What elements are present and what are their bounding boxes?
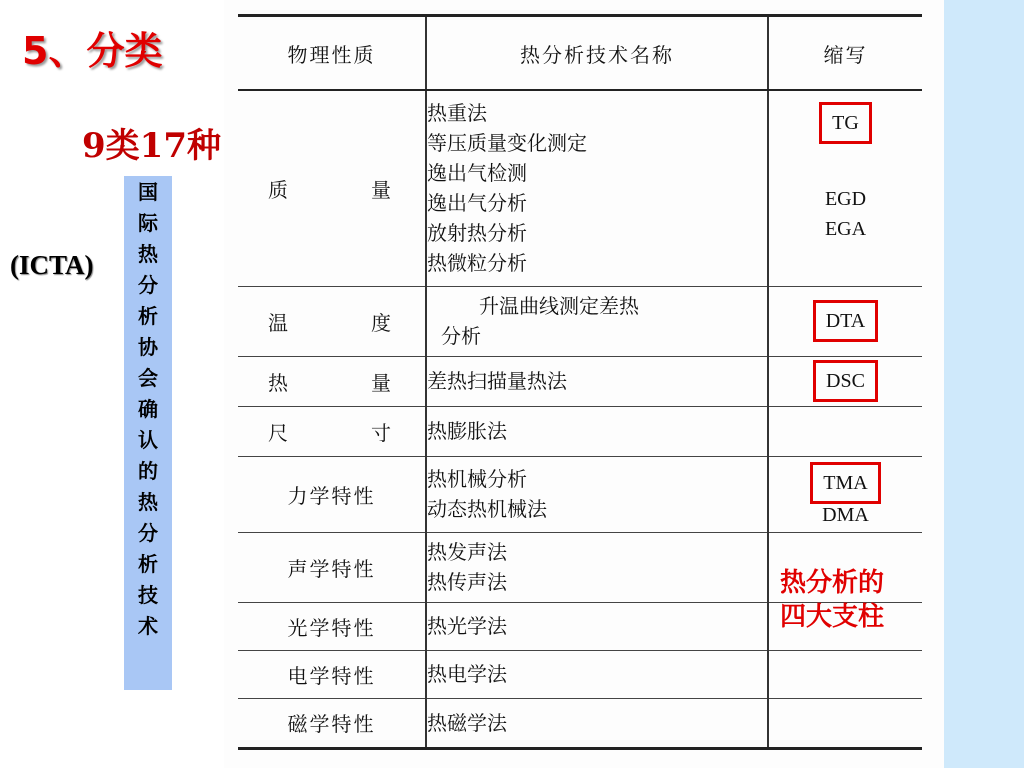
technique-cell bbox=[426, 532, 768, 602]
caption-char: 会 bbox=[138, 366, 158, 390]
property-cell bbox=[238, 90, 426, 286]
technique-cell bbox=[426, 356, 768, 406]
category-count: 9类17种 bbox=[82, 126, 221, 166]
abbr-cell bbox=[768, 406, 922, 456]
property-cell: 光学特性 bbox=[238, 602, 426, 650]
caption-char: 确 bbox=[138, 397, 158, 421]
caption-char: 析 bbox=[138, 552, 158, 576]
table-row bbox=[238, 456, 922, 532]
technique-cell bbox=[426, 602, 768, 650]
property-char: 寸 bbox=[371, 420, 391, 445]
abbr-dma: DMA bbox=[822, 504, 869, 526]
abbr-ega: EGA bbox=[824, 218, 867, 241]
abbr-cell bbox=[768, 90, 922, 286]
technique-cell bbox=[426, 90, 768, 286]
abbr-cell bbox=[768, 456, 922, 532]
slide-title: 5、分类 bbox=[22, 29, 163, 73]
technique-item: 热磁学法 bbox=[427, 710, 507, 735]
caption-char: 分 bbox=[138, 521, 158, 545]
property-cell: 电学特性 bbox=[238, 650, 426, 698]
technique-item: 放射热分析 bbox=[427, 221, 527, 246]
table-row bbox=[238, 286, 922, 356]
abbr-egd: EGD bbox=[824, 188, 867, 211]
caption-char: 认 bbox=[138, 428, 158, 452]
technique-item: 热电学法 bbox=[427, 662, 507, 686]
technique-item: 动态热机械法 bbox=[427, 497, 547, 521]
caption-char: 的 bbox=[138, 459, 158, 483]
caption-char: 热 bbox=[138, 242, 158, 266]
property-char: 度 bbox=[371, 310, 391, 335]
property-char: 量 bbox=[371, 370, 391, 395]
caption-char: 热 bbox=[138, 490, 158, 514]
technique-item: 升温曲线测定差热 bbox=[479, 294, 639, 318]
pillars-line: 四大支柱 bbox=[780, 602, 885, 632]
abbr-dta: DTA bbox=[813, 300, 879, 342]
abbr-tma: TMA bbox=[810, 462, 880, 504]
icta-vertical-caption bbox=[124, 176, 172, 690]
four-pillars-note bbox=[780, 566, 884, 634]
technique-item: 热传声法 bbox=[427, 570, 507, 594]
table-row bbox=[238, 406, 922, 456]
technique-cell bbox=[426, 698, 768, 748]
caption-char: 分 bbox=[138, 273, 158, 297]
table-row bbox=[238, 650, 922, 698]
property-cell: 磁学特性 bbox=[238, 698, 426, 748]
technique-item: 分析 bbox=[441, 324, 481, 348]
technique-item: 热膨胀法 bbox=[427, 419, 507, 443]
table-row bbox=[238, 698, 922, 748]
property-char: 量 bbox=[371, 177, 391, 202]
decorative-side-band bbox=[944, 0, 1024, 768]
table-row bbox=[238, 90, 922, 286]
technique-item: 差热扫描量热法 bbox=[427, 369, 567, 393]
abbr-tg: TG bbox=[819, 102, 872, 144]
caption-char: 国 bbox=[138, 180, 158, 204]
caption-char: 技 bbox=[138, 583, 158, 607]
technique-item: 热微粒分析 bbox=[427, 251, 527, 276]
caption-char: 析 bbox=[138, 304, 158, 328]
technique-cell bbox=[426, 286, 768, 356]
abbr-cell bbox=[768, 698, 922, 748]
property-char: 尺 bbox=[268, 420, 288, 445]
abbr-cell bbox=[768, 356, 922, 406]
header-abbr: 缩写 bbox=[768, 16, 922, 91]
technique-item: 等压质量变化测定 bbox=[427, 131, 587, 156]
property-char: 热 bbox=[268, 370, 288, 395]
caption-char: 协 bbox=[138, 335, 158, 359]
property-cell bbox=[238, 286, 426, 356]
technique-item: 热重法 bbox=[427, 101, 487, 126]
table-row bbox=[238, 356, 922, 406]
technique-item: 热机械分析 bbox=[427, 467, 527, 491]
table-header-row bbox=[238, 16, 922, 91]
property-cell bbox=[238, 356, 426, 406]
technique-item: 逸出气分析 bbox=[427, 191, 527, 216]
icta-label: (ICTA) bbox=[10, 250, 94, 280]
abbr-cell bbox=[768, 286, 922, 356]
property-cell: 声学特性 bbox=[238, 532, 426, 602]
technique-cell bbox=[426, 406, 768, 456]
caption-char: 际 bbox=[138, 211, 158, 235]
technique-item: 逸出气检测 bbox=[427, 161, 527, 186]
technique-item: 热发声法 bbox=[427, 540, 507, 564]
technique-cell bbox=[426, 650, 768, 698]
header-technique: 热分析技术名称 bbox=[426, 16, 768, 91]
abbr-cell bbox=[768, 650, 922, 698]
pillars-line: 热分析的 bbox=[780, 568, 885, 598]
property-cell bbox=[238, 406, 426, 456]
property-char: 温 bbox=[268, 310, 288, 335]
property-cell: 力学特性 bbox=[238, 456, 426, 532]
technique-cell bbox=[426, 456, 768, 532]
header-property: 物理性质 bbox=[238, 16, 426, 91]
property-char: 质 bbox=[268, 177, 288, 202]
technique-item: 热光学法 bbox=[427, 614, 507, 638]
thermal-analysis-table bbox=[238, 14, 922, 750]
caption-char: 术 bbox=[138, 614, 158, 638]
abbr-dsc: DSC bbox=[813, 360, 878, 402]
